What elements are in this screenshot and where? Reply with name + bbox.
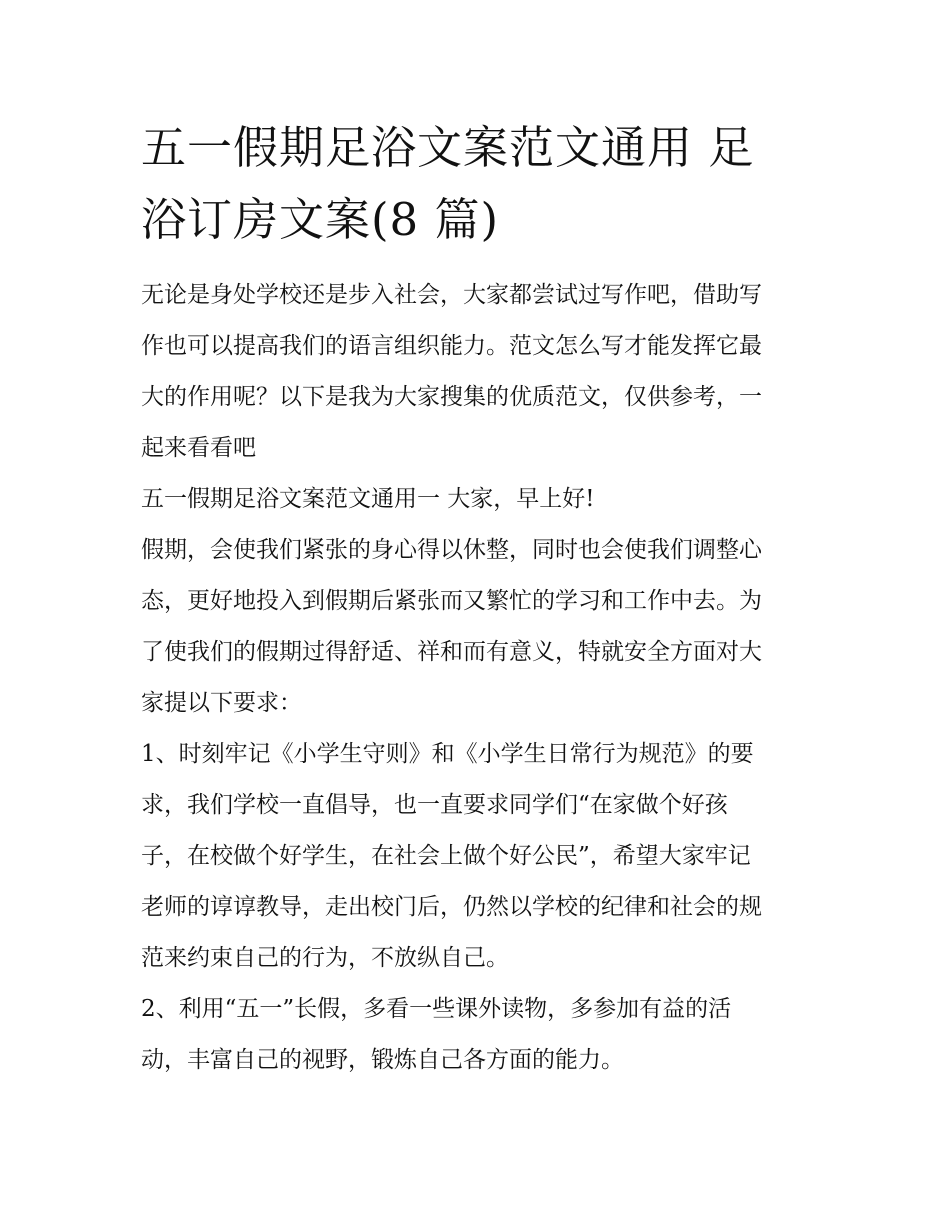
title-line: 浴订房文案(8 篇) <box>141 193 500 246</box>
text-line: 家提以下要求： <box>141 690 302 716</box>
rule-2-paragraph <box>141 984 821 1086</box>
document-body <box>141 270 821 1086</box>
text-line: 假期，会使我们紧张的身心得以休整，同时也会使我们调整心 <box>141 537 762 563</box>
intro-paragraph <box>141 270 821 474</box>
text-line: 动，丰富自己的视野，锻炼自己各方面的能力。 <box>141 1047 624 1073</box>
holiday-paragraph <box>141 525 821 729</box>
text-line: 作也可以提高我们的语言组织能力。范文怎么写才能发挥它最 <box>141 333 762 359</box>
text-line: 态，更好地投入到假期后紧张而又繁忙的学习和工作中去。为 <box>141 588 762 614</box>
text-line: 2、利用“五一”长假，多看一些课外读物，多参加有益的活 <box>141 996 732 1022</box>
text-line: 了使我们的假期过得舒适、祥和而有意义，特就安全方面对大 <box>141 639 762 665</box>
text-line: 无论是身处学校还是步入社会，大家都尝试过写作吧，借助写 <box>141 282 762 308</box>
text-line: 1、时刻牢记《小学生守则》和《小学生日常行为规范》的要 <box>141 741 754 767</box>
document-content <box>141 112 821 1086</box>
document-title <box>141 112 821 256</box>
text-line: 求，我们学校一直倡导，也一直要求同学们“在家做个好孩 <box>141 792 728 818</box>
section-heading-paragraph <box>141 474 821 525</box>
text-line: 老师的谆谆教导，走出校门后，仍然以学校的纪律和社会的规 <box>141 894 762 920</box>
text-line: 范来约束自己的行为，不放纵自己。 <box>141 945 509 971</box>
text-line: 起来看看吧 <box>141 435 256 461</box>
text-line: 子，在校做个好学生，在社会上做个好公民”，希望大家牢记 <box>141 843 751 869</box>
title-line: 五一假期足浴文案范文通用 足 <box>141 121 755 174</box>
rule-1-paragraph <box>141 729 821 984</box>
text-line: 五一假期足浴文案范文通用一 大家，早上好! <box>141 486 595 512</box>
text-line: 大的作用呢？以下是我为大家搜集的优质范文，仅供参考，一 <box>141 384 762 410</box>
